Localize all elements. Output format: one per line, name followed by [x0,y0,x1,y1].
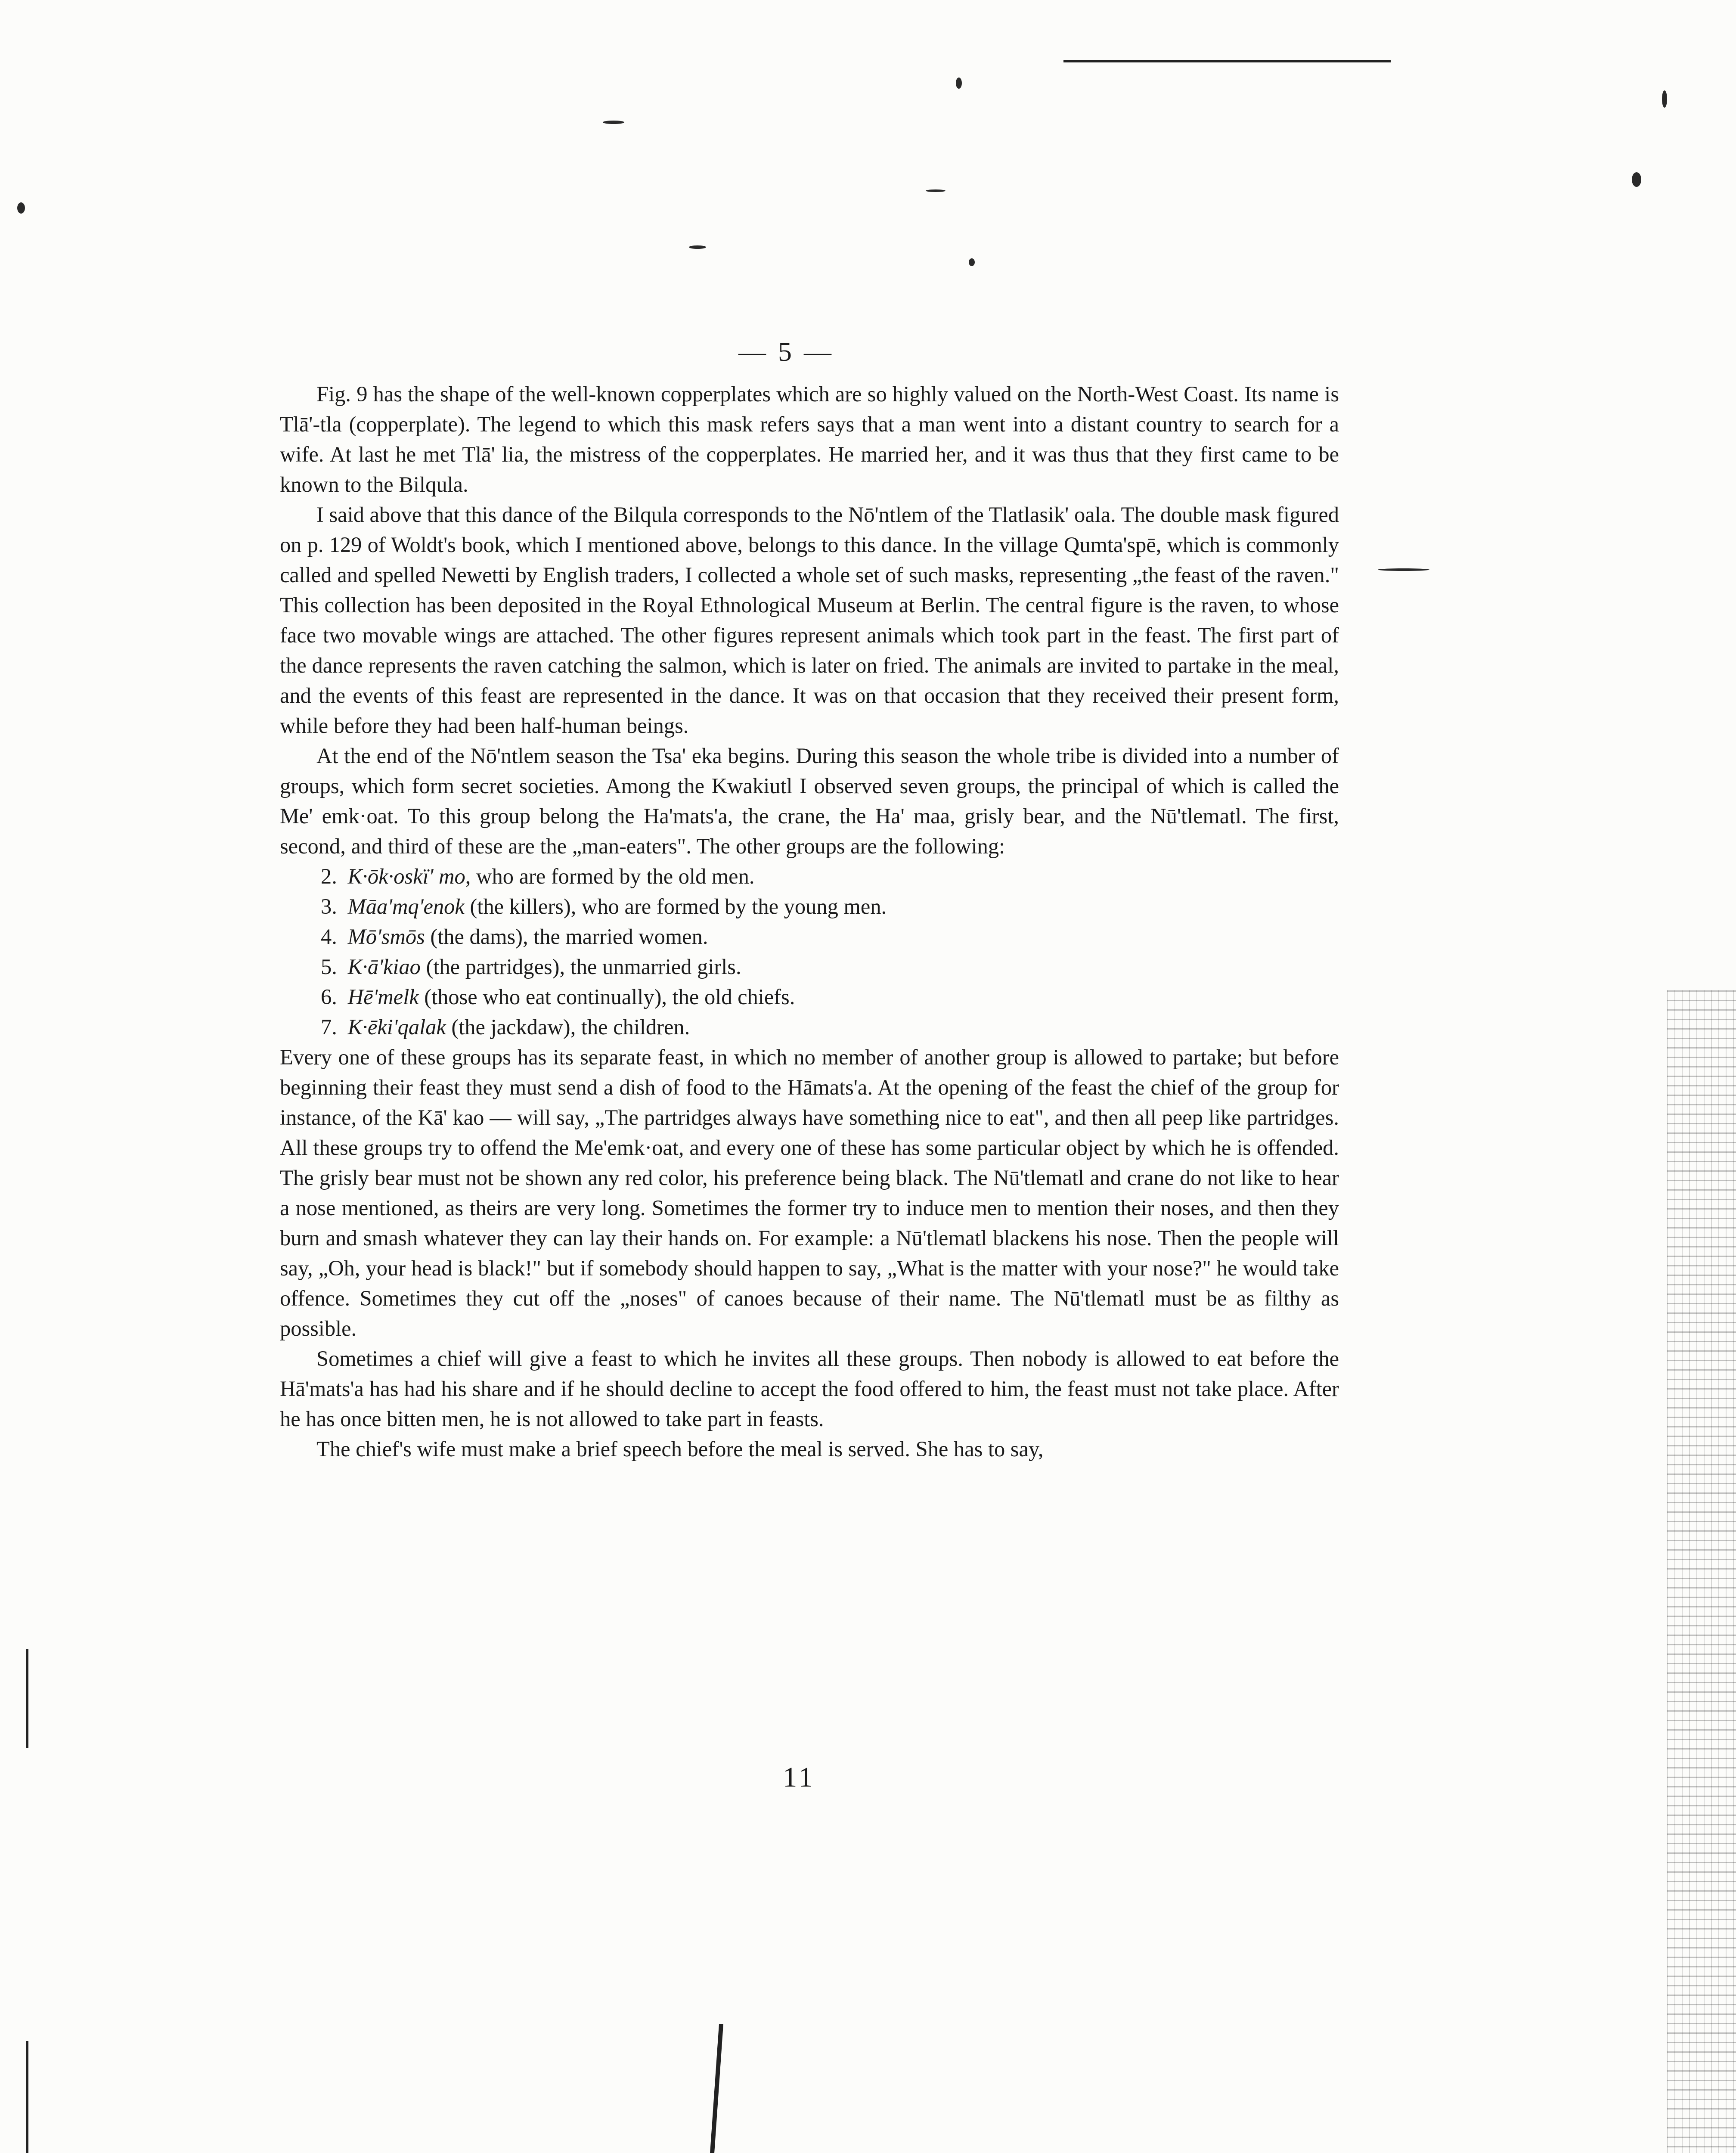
ink-speck [1632,172,1641,187]
ink-speck [1378,568,1429,571]
ink-speck [926,189,946,192]
sheet-number: 11 [783,1762,815,1793]
paragraph: The chief's wife must make a brief speech before the meal is served. She has to say, [316,1437,1044,1461]
list-item: 7. K·ēki'qalak (the jackdaw), the children. [321,1015,690,1039]
list-item: 3. Māa'mq'enok (the killers), who are formed by the young men. [321,894,887,918]
scan-edge-noise [1667,990,1736,2153]
paragraph: Sometimes a chief will give a feast to which he invites all these groups. Then nobody is allowed to eat before the Hā'mats'a has had his share and if he should decline to accept the food offered to him, the feast must not take place. After he has once bitten men, he is not allowed to take part in feasts. [280,1346,1339,1431]
list-item: 2. K·ōk·oskï' mo, who are formed by the old men. [321,864,755,888]
list-item: 6. Hē'melk (those who eat continually), the old chiefs. [321,985,795,1009]
vertical-smudge [706,2024,723,2153]
paragraph: Every one of these groups has its separate feast, in which no member of another group is allowed to partake; but before beginning their feast they must send a dish of food to the Hāmats'a. At the opening of the feast the chief of the group for instance, of the Kā' kao — will say, „The partridges always have something nice to eat", and then all peep like partridges. All these groups try to offend the Me'emk·oat, and every one of these has some particular object by which he is offended. The grisly bear must not be shown any red color, his preference being black. The Nū'tlematl and crane do not like to hear a nose mentioned, as theirs are very long. Sometimes the former try to induce men to mention their noses, and then they burn and smash whatever they can lay their hands on. For example: a Nū'tlematl blackens his nose. Then the people will say, „Oh, your head is black!" but if somebody should happen to say, „What is the matter with your nose?" he would take offence. Sometimes they cut off the „noses" of canoes because of their name. The Nū'tlematl must be as filthy as possible. [280,1045,1339,1340]
list-item: 4. Mō'smōs (the dams), the married women. [321,924,708,949]
ink-speck [956,78,962,89]
ink-speck [689,245,706,249]
left-edge-mark-2 [26,2041,28,2153]
paragraph: I said above that this dance of the Bilqula corresponds to the Nō'ntlem of the Tlatlasik' oala. The double mask figured on p. 129 of Woldt's book, which I mentioned above, belongs to this dance. In the village Qumta'spē, which is commonly called and spelled Newetti by English traders, I collected a whole set of such masks, representing „the feast of the raven." This collection has been deposited in the Royal Ethnological Museum at Berlin. The central figure is the raven, to whose face two movable wings are attached. The other figures represent animals which took part in the feast. The first part of the dance represents the raven catching the salmon, which is later on fried. The animals are invited to partake in the meal, and the events of this feast are represented in the dance. It was on that occasion that they received their present form, while before they had been half-human beings. [280,503,1339,738]
ink-speck [603,121,624,124]
text-column [280,379,1339,1464]
page-number: — 5 — [738,336,834,367]
ink-speck [17,202,25,214]
paragraph: At the end of the Nō'ntlem season the Tsa' eka begins. During this season the whole tribe is divided into a number of groups, which form secret societies. Among the Kwakiutl I observed seven groups, the principal of which is called the Me' emk·oat. To this group belong the Ha'mats'a, the crane, the Ha' maa, grisly bear, and the Nū'tlematl. The first, second, and third of these are the „man-eaters". The other groups are the following: [280,744,1339,858]
group-list [280,861,1339,1042]
ink-speck [1662,90,1667,108]
top-rule [1063,60,1391,62]
ink-speck [969,258,975,266]
paragraph: Fig. 9 has the shape of the well-known copperplates which are so highly valued on the North-West Coast. Its name is Tlā'-tla (copperplate). The legend to which this mask refers says that a man went into a distant country to search for a wife. At last he met Tlā' lia, the mistress of the copperplates. He married her, and it was thus that they first came to be known to the Bilqula. [280,382,1339,496]
list-item: 5. K·ā'kiao (the partridges), the unmarried girls. [321,955,741,979]
left-edge-mark [26,1649,28,1748]
